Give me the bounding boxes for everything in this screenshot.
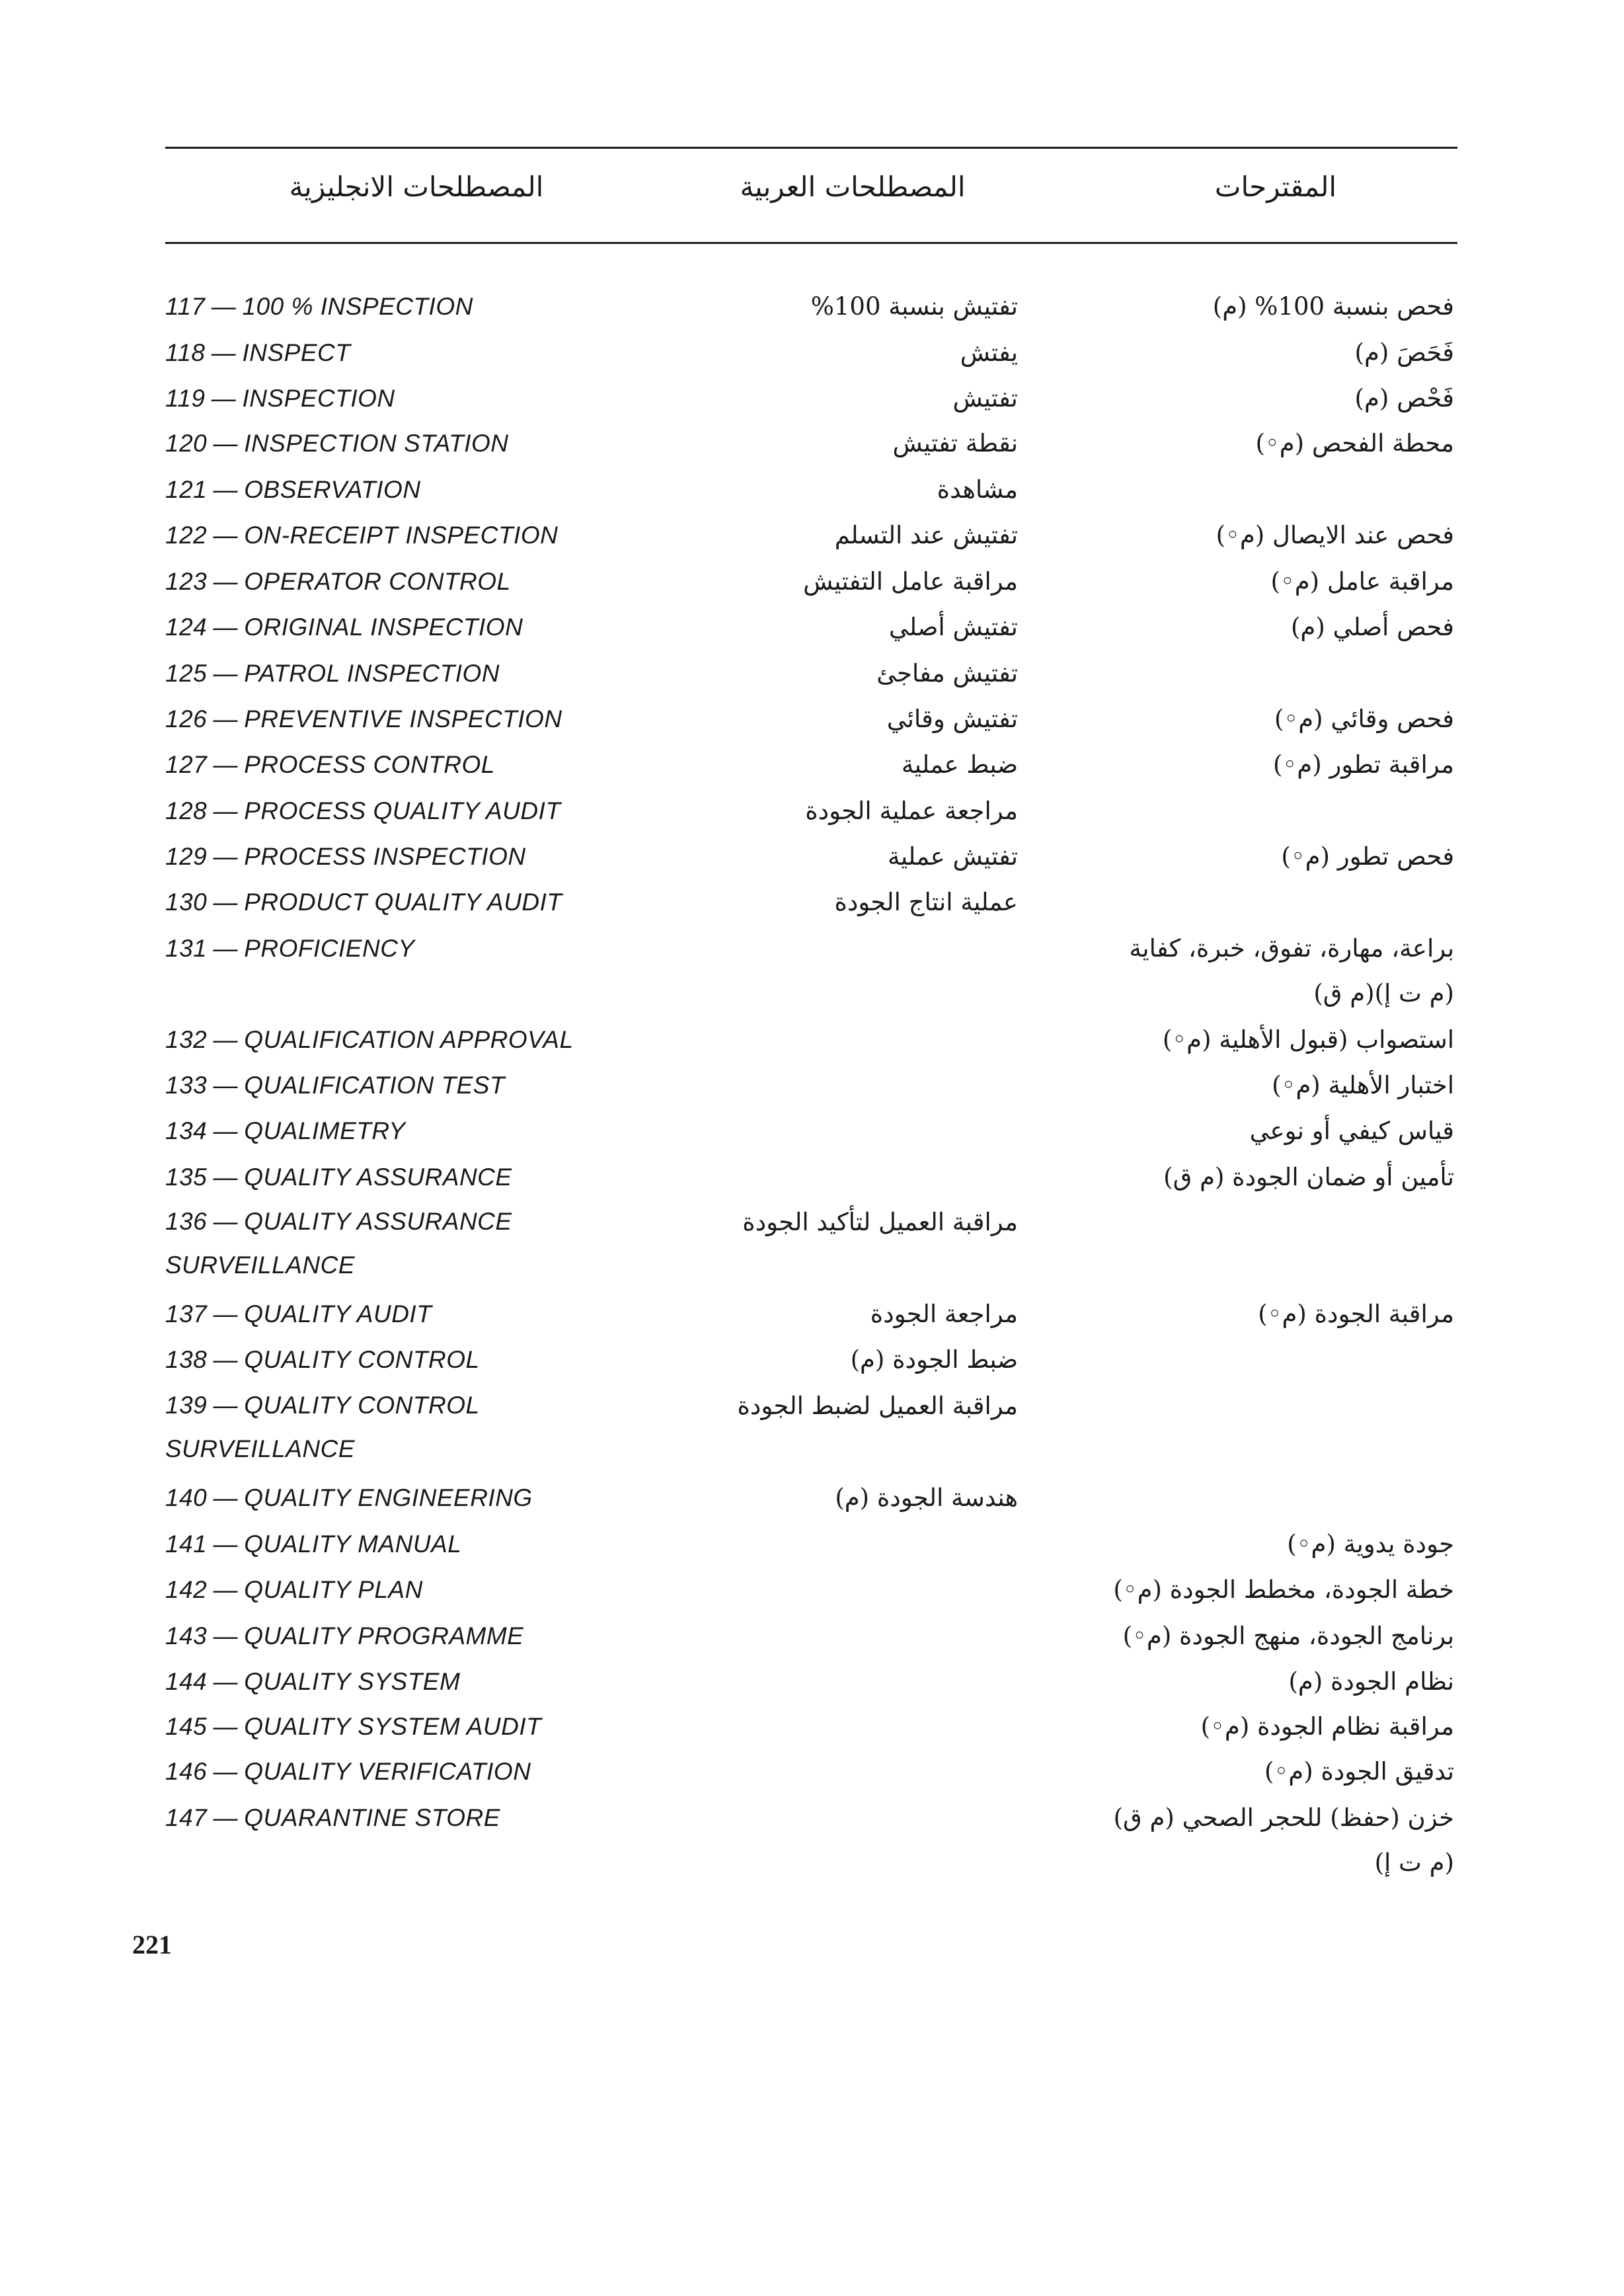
entry-dash: — xyxy=(211,293,237,320)
english-term xyxy=(165,421,668,466)
english-term xyxy=(165,1659,668,1704)
english-term-text: QUARANTINE STORE xyxy=(244,1804,500,1831)
glossary-row xyxy=(0,1292,1624,1338)
glossary-row xyxy=(0,1017,1624,1064)
entry-number: 141 xyxy=(165,1530,208,1558)
english-term-text: INSPECTION xyxy=(242,385,395,412)
english-term xyxy=(165,467,668,512)
english-term xyxy=(165,834,668,879)
entry-dash: — xyxy=(213,1392,238,1419)
arabic-term: نقطة تفتيش xyxy=(892,429,1018,457)
entry-number: 144 xyxy=(165,1668,208,1695)
header-arabic-terms: المصطلحات العربية xyxy=(740,171,966,203)
english-term-text: QUALITY VERIFICATION xyxy=(244,1758,531,1785)
glossary-row xyxy=(0,467,1624,514)
glossary-row xyxy=(0,1384,1624,1462)
glossary-row xyxy=(0,1522,1624,1568)
english-term-text: QUALITY CONTROL xyxy=(244,1346,480,1373)
entry-dash: — xyxy=(213,1713,238,1740)
entry-number: 135 xyxy=(165,1164,208,1191)
english-term-text: INSPECT xyxy=(242,339,351,366)
entry-dash: — xyxy=(213,1804,238,1831)
entry-dash: — xyxy=(213,522,238,549)
header-bottom-rule xyxy=(165,242,1457,244)
english-term xyxy=(165,1384,668,1471)
english-term xyxy=(165,1614,668,1659)
glossary-row xyxy=(0,284,1624,331)
entry-number: 134 xyxy=(165,1117,208,1144)
english-term xyxy=(165,697,668,742)
page-number: 221 xyxy=(132,1930,172,1960)
arabic-term: تفتيش وقائي xyxy=(886,705,1018,733)
entry-number: 127 xyxy=(165,751,208,778)
arabic-term: يفتش xyxy=(960,338,1018,367)
glossary-row xyxy=(0,697,1624,743)
english-term-text: PATROL INSPECTION xyxy=(244,660,500,687)
entry-dash: — xyxy=(213,476,238,503)
entry-dash: — xyxy=(213,843,238,870)
english-term xyxy=(165,742,668,787)
english-term xyxy=(165,1567,668,1612)
proposed-term: مراقبة الجودة (م◦) xyxy=(1258,1300,1454,1328)
entry-number: 138 xyxy=(165,1346,208,1373)
entry-dash: — xyxy=(213,1484,238,1511)
arabic-term: تفتيش بنسبة 100% xyxy=(810,292,1018,321)
proposed-term: فحص عند الايصال (م◦) xyxy=(1216,521,1454,549)
entry-number: 145 xyxy=(165,1713,208,1740)
entry-number: 143 xyxy=(165,1622,208,1649)
entry-dash: — xyxy=(213,660,238,687)
entry-number: 120 xyxy=(165,430,208,457)
proposed-term: فحص وقائي (م◦) xyxy=(1274,705,1454,733)
proposed-term: خطة الجودة، مخطط الجودة (م◦) xyxy=(1113,1575,1454,1604)
english-term-text: QUALITY SYSTEM xyxy=(244,1668,461,1695)
english-term-text: OBSERVATION xyxy=(244,476,421,503)
english-term xyxy=(165,331,668,376)
glossary-row xyxy=(0,605,1624,651)
header-english-terms: المصطلحات الانجليزية xyxy=(289,171,544,203)
entry-dash: — xyxy=(213,1346,238,1373)
entry-number: 130 xyxy=(165,889,208,916)
entry-number: 125 xyxy=(165,660,208,687)
entry-number: 119 xyxy=(165,385,206,412)
top-rule xyxy=(165,147,1457,149)
entry-number: 139 xyxy=(165,1392,208,1419)
entry-dash: — xyxy=(211,385,237,412)
english-term-text: PROFICIENCY xyxy=(244,935,415,962)
english-term xyxy=(165,1155,668,1200)
entry-dash: — xyxy=(213,1164,238,1191)
proposed-term: خزن (حفظ) للحجر الصحي (م ق) (م ت إ) xyxy=(1113,1803,1454,1877)
glossary-row xyxy=(0,1614,1624,1660)
proposed-term: اختبار الأهلية (م◦) xyxy=(1272,1071,1454,1099)
entry-number: 132 xyxy=(165,1026,208,1053)
glossary-row xyxy=(0,559,1624,606)
entry-dash: — xyxy=(213,614,238,641)
entry-number: 129 xyxy=(165,843,208,870)
english-term xyxy=(165,1476,668,1521)
proposed-term: برنامج الجودة، منهج الجودة (م◦) xyxy=(1122,1622,1454,1650)
entry-dash: — xyxy=(213,1530,238,1558)
entry-number: 131 xyxy=(165,935,208,962)
entry-number: 118 xyxy=(165,339,206,366)
entry-dash: — xyxy=(213,568,238,595)
entry-number: 142 xyxy=(165,1576,208,1603)
arabic-term: مراقبة العميل لضبط الجودة xyxy=(737,1392,1018,1420)
english-term-text: QUALIMETRY xyxy=(244,1117,406,1144)
glossary-row xyxy=(0,1704,1624,1751)
proposed-term: قياس كيفي أو نوعي xyxy=(1249,1117,1454,1145)
entry-dash: — xyxy=(213,1576,238,1603)
english-term-text: ORIGINAL INSPECTION xyxy=(244,614,523,641)
proposed-term: فحص بنسبة 100% (م) xyxy=(1212,292,1454,321)
entry-number: 121 xyxy=(165,476,208,503)
proposed-term: فَحْص (م) xyxy=(1354,384,1454,413)
english-term-text: PROCESS CONTROL xyxy=(244,751,495,778)
glossary-row xyxy=(0,742,1624,789)
english-term-text: QUALIFICATION APPROVAL xyxy=(244,1026,574,1053)
entry-dash: — xyxy=(213,1026,238,1053)
english-term-text: QUALITY AUDIT xyxy=(244,1300,432,1327)
english-term-text: QUALITY PLAN xyxy=(244,1576,423,1603)
english-term xyxy=(165,376,668,421)
english-term-text: OPERATOR CONTROL xyxy=(244,568,511,595)
arabic-term: هندسة الجودة (م) xyxy=(835,1484,1018,1512)
glossary-row xyxy=(0,880,1624,926)
entry-dash: — xyxy=(213,1300,238,1327)
english-term-text: QUALITY ASSURANCE SURVEILLANCE xyxy=(165,1208,512,1279)
glossary-row xyxy=(0,789,1624,835)
english-term xyxy=(165,1337,668,1382)
entry-dash: — xyxy=(213,430,238,457)
entry-dash: — xyxy=(213,889,238,916)
proposed-term: براعة، مهارة، تفوق، خبرة، كفاية (م ت إ)(م ق) xyxy=(1129,934,1454,1008)
glossary-row xyxy=(0,1109,1624,1155)
arabic-term: مراقبة عامل التفتيش xyxy=(803,567,1018,596)
entry-dash: — xyxy=(213,1117,238,1144)
english-term xyxy=(165,1749,668,1794)
arabic-term: مشاهدة xyxy=(937,475,1018,504)
arabic-term: تفتيش مفاجئ xyxy=(876,659,1018,688)
english-term-text: INSPECTION STATION xyxy=(244,430,509,457)
glossary-row xyxy=(0,331,1624,377)
entry-number: 123 xyxy=(165,568,208,595)
english-term xyxy=(165,605,668,650)
arabic-term: تفتيش xyxy=(952,384,1018,413)
proposed-term: فحص تطور (م◦) xyxy=(1281,842,1454,871)
arabic-term: تفتيش عند التسلم xyxy=(834,521,1018,549)
glossary-row xyxy=(0,1063,1624,1109)
english-term-text: QUALITY PROGRAMME xyxy=(244,1622,524,1649)
entry-number: 133 xyxy=(165,1072,208,1099)
glossary-row xyxy=(0,1337,1624,1384)
english-term xyxy=(165,1704,668,1749)
glossary-row xyxy=(0,376,1624,422)
glossary-row xyxy=(0,1155,1624,1201)
english-term xyxy=(165,1063,668,1108)
english-term-text: PREVENTIVE INSPECTION xyxy=(244,705,562,732)
glossary-row xyxy=(0,1749,1624,1796)
arabic-term: تفتيش عملية xyxy=(888,842,1018,871)
entry-number: 128 xyxy=(165,797,208,824)
entry-number: 136 xyxy=(165,1208,208,1235)
entry-dash: — xyxy=(211,339,237,366)
entry-number: 147 xyxy=(165,1804,208,1831)
arabic-term: ضبط الجودة (م) xyxy=(850,1345,1018,1374)
english-term xyxy=(165,880,668,925)
entry-number: 146 xyxy=(165,1758,208,1785)
proposed-term: محطة الفحص (م◦) xyxy=(1255,429,1454,457)
entry-dash: — xyxy=(213,751,238,778)
entry-number: 126 xyxy=(165,705,208,732)
entry-dash: — xyxy=(213,797,238,824)
english-term xyxy=(165,1292,668,1337)
glossary-row xyxy=(0,926,1624,1008)
glossary-row xyxy=(0,1796,1624,1877)
entry-number: 117 xyxy=(165,293,206,320)
english-term-text: QUALITY ENGINEERING xyxy=(244,1484,533,1511)
entry-dash: — xyxy=(213,1668,238,1695)
proposed-term: تأمين أو ضمان الجودة (م ق) xyxy=(1163,1163,1454,1191)
proposed-term: مراقبة نظام الجودة (م◦) xyxy=(1200,1712,1454,1741)
proposed-term: استصواب (قبول الأهلية (م◦) xyxy=(1162,1025,1454,1054)
entry-number: 122 xyxy=(165,522,208,549)
glossary-row xyxy=(0,421,1624,467)
glossary-row xyxy=(0,651,1624,697)
english-term-text: ON-RECEIPT INSPECTION xyxy=(244,522,559,549)
entry-dash: — xyxy=(213,1758,238,1785)
entry-number: 140 xyxy=(165,1484,208,1511)
entry-number: 137 xyxy=(165,1300,208,1327)
english-term xyxy=(165,559,668,604)
entry-number: 124 xyxy=(165,614,208,641)
proposed-term: تدقيق الجودة (م◦) xyxy=(1264,1757,1454,1786)
english-term-text: QUALITY MANUAL xyxy=(244,1530,462,1558)
entry-dash: — xyxy=(213,1208,238,1235)
english-term-text: PRODUCT QUALITY AUDIT xyxy=(244,889,562,916)
english-term xyxy=(165,651,668,696)
entry-dash: — xyxy=(213,705,238,732)
proposed-term: نظام الجودة (م) xyxy=(1288,1667,1454,1696)
proposed-term: فَحَصَ (م) xyxy=(1354,338,1454,367)
english-term xyxy=(165,1109,668,1154)
english-term-text: 100 % INSPECTION xyxy=(242,293,473,320)
proposed-term: مراقبة عامل (م◦) xyxy=(1270,567,1454,596)
arabic-term: تفتيش أصلي xyxy=(888,613,1018,641)
glossary-row xyxy=(0,1200,1624,1279)
english-term xyxy=(165,284,668,329)
english-term xyxy=(165,789,668,834)
english-term-text: QUALIFICATION TEST xyxy=(244,1072,506,1099)
english-term xyxy=(165,1200,668,1287)
proposed-term: مراقبة تطور (م◦) xyxy=(1273,750,1454,779)
glossary-row xyxy=(0,513,1624,559)
proposed-term: فحص أصلي (م) xyxy=(1291,613,1454,641)
arabic-term: ضبط عملية xyxy=(901,750,1018,779)
english-term xyxy=(165,1796,668,1841)
arabic-term: مراجعة عملية الجودة xyxy=(805,797,1018,825)
glossary-row xyxy=(0,1567,1624,1614)
arabic-term: عملية انتاج الجودة xyxy=(834,888,1018,916)
header-proposals: المقترحات xyxy=(1214,171,1337,203)
arabic-term: مراجعة الجودة xyxy=(870,1300,1018,1328)
english-term xyxy=(165,1017,668,1062)
entry-dash: — xyxy=(213,1622,238,1649)
glossary-row xyxy=(0,834,1624,881)
english-term-text: QUALITY CONTROL SURVEILLANCE xyxy=(165,1392,479,1462)
english-term-text: PROCESS QUALITY AUDIT xyxy=(244,797,561,824)
entry-dash: — xyxy=(213,935,238,962)
english-term-text: PROCESS INSPECTION xyxy=(244,843,526,870)
glossary-row xyxy=(0,1476,1624,1522)
english-term-text: QUALITY SYSTEM AUDIT xyxy=(244,1713,542,1740)
entry-dash: — xyxy=(213,1072,238,1099)
proposed-term: جودة يدوية (م◦) xyxy=(1287,1530,1454,1558)
english-term xyxy=(165,513,668,558)
glossary-row xyxy=(0,1659,1624,1706)
english-term xyxy=(165,1522,668,1567)
english-term xyxy=(165,926,668,971)
english-term-text: QUALITY ASSURANCE xyxy=(244,1164,512,1191)
arabic-term: مراقبة العميل لتأكيد الجودة xyxy=(742,1208,1018,1236)
